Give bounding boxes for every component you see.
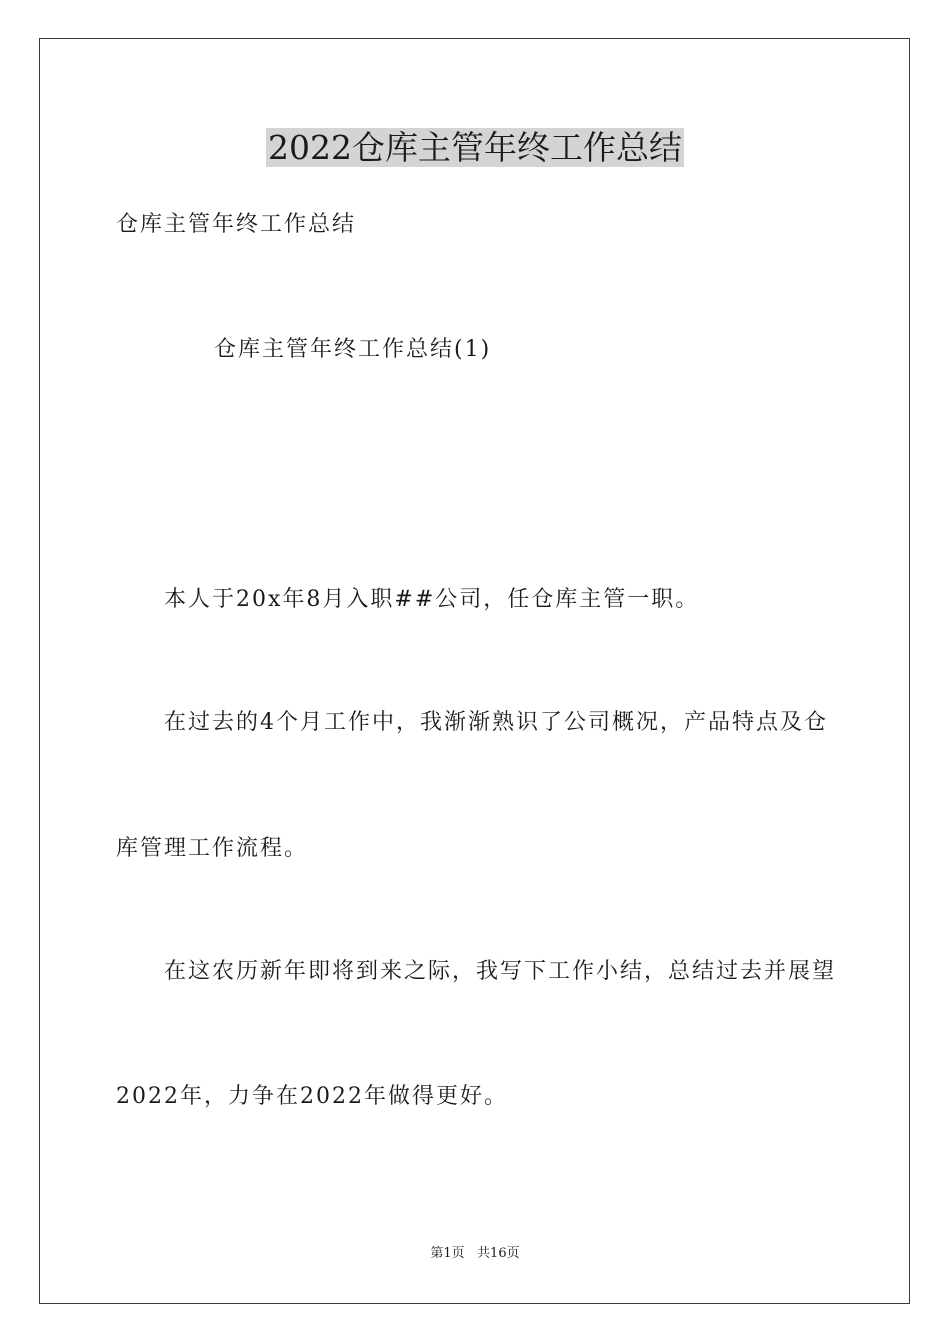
document-subtitle: 仓库主管年终工作总结	[116, 212, 357, 237]
document-title: 2022仓库主管年终工作总结	[268, 128, 682, 167]
section-heading: 仓库主管年终工作总结(1)	[214, 337, 492, 362]
paragraph-line: 在这农历新年即将到来之际，我写下工作小结，总结过去并展望	[164, 959, 837, 984]
paragraph-line: 本人于20x年8月入职##公司，任仓库主管一职。	[164, 587, 700, 612]
paragraph-line: 在过去的4个月工作中，我渐渐熟识了公司概况，产品特点及仓	[164, 710, 828, 735]
page-number-footer: 第1页 共16页	[430, 1246, 520, 1261]
paragraph-line: 库管理工作流程。	[116, 836, 309, 861]
paragraph-line: 2022年，力争在2022年做得更好。	[116, 1084, 508, 1109]
